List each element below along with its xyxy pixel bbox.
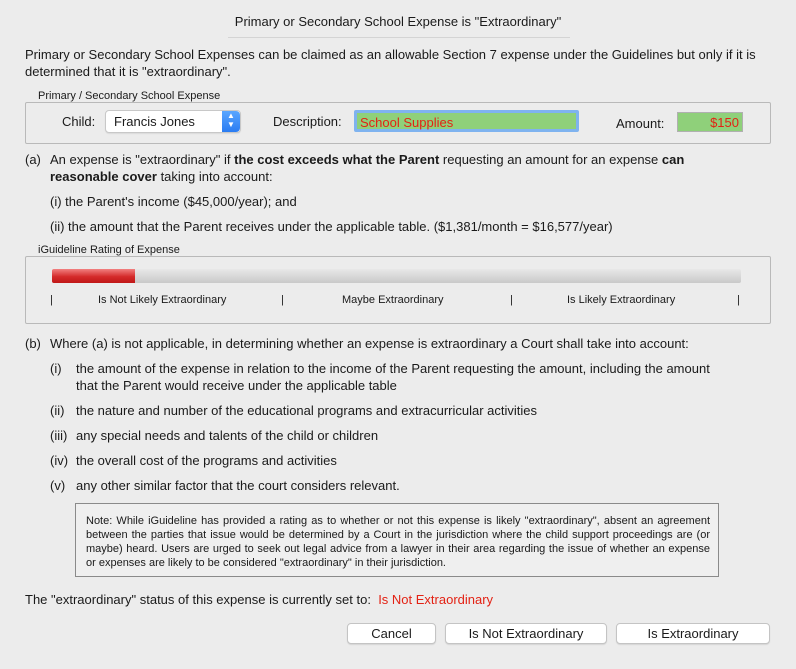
up-down-chevron-icon: ▲ ▼	[222, 111, 240, 132]
section-b-item-marker: (ii)	[50, 403, 65, 418]
section-b-item-marker: (v)	[50, 478, 66, 493]
section-b-item-text: the overall cost of the programs and activities	[76, 453, 337, 468]
scale-label-not-likely: Is Not Likely Extraordinary	[98, 294, 227, 306]
child-label: Child:	[62, 114, 96, 129]
status-value: Is Not Extraordinary	[378, 592, 494, 607]
section-b-item-marker: (iii)	[50, 428, 68, 443]
amount-input[interactable]: $150	[677, 112, 743, 132]
section-a-item-i: (i) the Parent's income ($45,000/year); and	[50, 194, 297, 209]
intro-text: Primary or Secondary School Expenses can be claimed as an allowable Section 7 expense under the Guidelines but only if it is determined that it is "extraordinary".	[25, 47, 756, 79]
section-a-item-ii: (ii) the amount that the Parent receives under the applicable table. ($1,381/month = $16,577/year)	[50, 219, 613, 234]
scale-tick: |	[737, 294, 740, 306]
scale-label-likely: Is Likely Extraordinary	[567, 294, 676, 306]
section-b-item-text: the amount of the expense in relation to the income of the Parent requesting the amount, including the amount	[76, 361, 710, 376]
title-divider	[228, 37, 570, 38]
child-select[interactable]	[105, 110, 241, 133]
section-a-text-3: taking into account:	[156, 169, 273, 184]
description-label: Description:	[273, 114, 342, 129]
section-a-text-1: An expense is "extraordinary" if	[50, 152, 235, 167]
is-extraordinary-button[interactable]: Is Extraordinary	[616, 623, 770, 644]
scale-tick: |	[281, 294, 284, 306]
description-input[interactable]: School Supplies	[354, 110, 579, 132]
section-b-item-marker: (i)	[50, 361, 62, 376]
section-b-item-text: the nature and number of the educational programs and extracurricular activities	[76, 403, 538, 418]
status-label: The "extraordinary" status of this expense is currently set to:	[25, 592, 371, 607]
window-title: Primary or Secondary School Expense is "Extraordinary"	[234, 14, 562, 29]
section-b-marker: (b)	[25, 336, 41, 351]
rating-bar-fill	[52, 269, 135, 283]
section-b-item-text: any other similar factor that the court considers relevant.	[76, 478, 400, 493]
section-a-text	[50, 151, 730, 185]
section-b-intro: Where (a) is not applicable, in determining whether an expense is extraordinary a Court shall take into account:	[50, 336, 689, 351]
amount-label: Amount:	[616, 116, 665, 131]
scale-tick: |	[510, 294, 513, 306]
section-a-marker: (a)	[25, 152, 41, 167]
rating-group-label: iGuideline Rating of Expense	[34, 244, 184, 256]
section-a-text-2: requesting an amount for an expense	[439, 152, 662, 167]
child-select-value: Francis Jones	[114, 114, 195, 129]
expense-group-label: Primary / Secondary School Expense	[34, 90, 224, 102]
section-b-item-text-cont: that the Parent would receive under the applicable table	[76, 378, 397, 393]
cancel-button[interactable]: Cancel	[347, 623, 436, 644]
status-line	[25, 592, 493, 607]
scale-label-maybe: Maybe Extraordinary	[342, 294, 444, 306]
section-a-bold-2: can reasonable cover	[50, 152, 685, 184]
section-a-bold-1: the cost exceeds what the Parent	[234, 152, 440, 167]
rating-group-box	[25, 256, 771, 324]
rating-bar	[52, 269, 741, 283]
is-not-extraordinary-button[interactable]: Is Not Extraordinary	[445, 623, 607, 644]
disclaimer-note: Note: While iGuideline has provided a rating as to whether or not this expense is likely "extraordinary", absent an agreement between the parties that issue would be determined by a Court in the jurisdiction where the child support proceedings are (or maybe) heard. Users are urged to seek out legal advice from a lawyer in their area regarding the issue of whether an expense or expenses are likely to be considered "extraordinary" in their jurisdiction.	[75, 503, 719, 577]
scale-tick: |	[50, 294, 53, 306]
section-b-item-marker: (iv)	[50, 453, 69, 468]
section-b-item-text: any special needs and talents of the child or children	[76, 428, 379, 443]
